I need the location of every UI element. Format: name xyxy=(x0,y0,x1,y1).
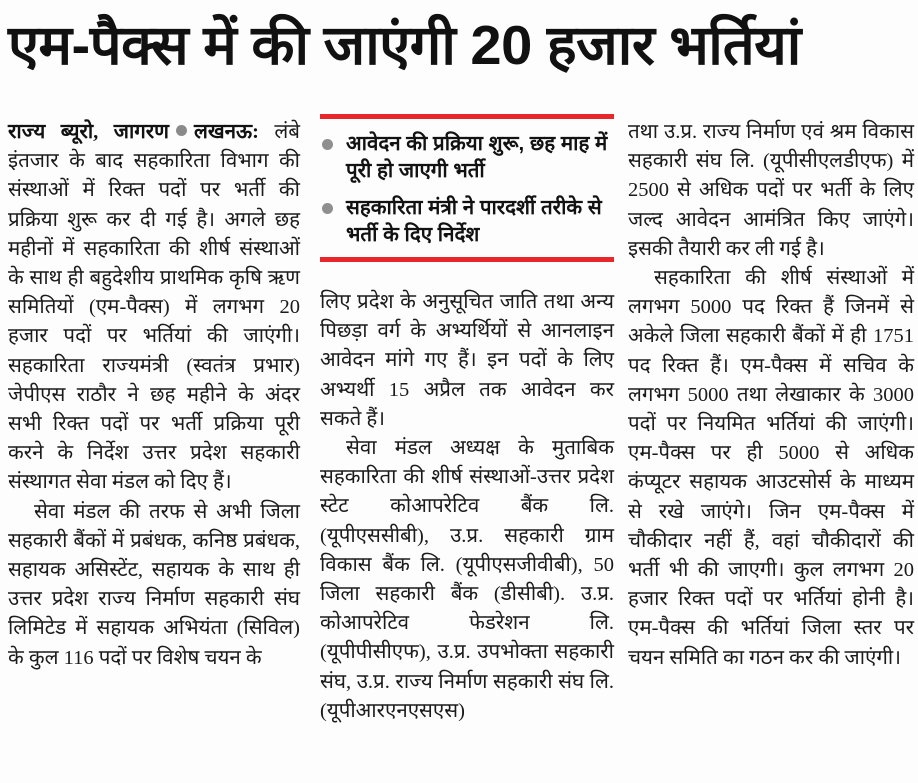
teaser-rule-bottom xyxy=(320,257,614,262)
bullet-separator-icon xyxy=(176,125,187,136)
teaser-bullet-text-1: आवेदन की प्रक्रिया शुरू, छह माह में पूरी हो जाएगी भर्ती xyxy=(346,132,608,182)
teaser-box xyxy=(320,114,614,262)
teaser-bullet-text-2: सहकारिता मंत्री ने पारदर्शी तरीके से भर्ती के दिए निर्देश xyxy=(346,196,602,246)
article-column-3 xyxy=(628,118,914,778)
bullet-point-icon xyxy=(322,203,333,214)
column2-paragraph-1: लिए प्रदेश के अनुसूचित जाति तथा अन्य पिछड़ा वर्ग के अभ्यर्थियों से आनलाइन आवेदन मांगे गए हैं। इन पदों के लिए अभ्यर्थी 15 अप्रैल तक आवेदन कर सकते हैं। xyxy=(320,291,614,430)
byline-dateline: लखनऊ: xyxy=(194,121,259,143)
teaser-bullet-item-2 xyxy=(320,194,614,248)
teaser-bullet-list xyxy=(320,130,614,248)
column1-paragraph-2: सेवा मंडल की तरफ से अभी जिला सहकारी बैंकों में प्रबंधक, कनिष्ठ प्रबंधक, सहायक असिस्टेंट, सहायक के साथ ही उत्तर प्रदेश राज्य निर्माण सहकारी संघ लिमिटेड में सहायक अभियंता (सिविल) के कुल 116 पदों पर विशेष चयन के xyxy=(8,500,300,669)
bullet-point-icon xyxy=(322,139,333,150)
column1-paragraph-1 xyxy=(8,118,300,498)
article-column-2 xyxy=(320,288,614,726)
column3-paragraph-1: तथा उ.प्र. राज्य निर्माण एवं श्रम विकास सहकारी संघ लि. (यूपीसीएलडीएफ) में 2500 से अधिक पदों पर भर्ती के लिए जल्द आवेदन आमंत्रित किए जाएंगे। इसकी तैयारी कर ली गई है। xyxy=(628,121,914,260)
column1-paragraph-1-text: लंबे इंतजार के बाद सहकारिता विभाग की संस्थाओं में रिक्त पदों पर भर्ती की प्रक्रिया शुरू कर दी गई है। अगले छह महीनों में सहकारिता की शीर्ष संस्थाओं के साथ ही बहुदेशीय प्राथमिक कृषि ऋण समितियों (एम-पैक्स) में लगभग 20 हजार पदों पर भर्तियां की जाएंगी। सहकारिता राज्यमंत्री (स्वतंत्र प्रभार) जेपीएस राठौर ने छह महीने के अंदर सभी रिक्त पदों पर भर्ती प्रक्रिया पूरी करने के निर्देश उत्तर प्रदेश सहकारी संस्थागत सेवा मंडल को दिए हैं। xyxy=(8,121,300,494)
teaser-bullet-item-1 xyxy=(320,130,614,184)
byline-source: राज्य ब्यूरो, जागरण xyxy=(8,121,169,143)
column3-paragraph-2: सहकारिता की शीर्ष संस्थाओं में लगभग 5000 पद रिक्त हैं जिनमें से अकेले जिला सहकारी बैंकों में ही 1751 पद रिक्त हैं। एम-पैक्स में सचिव के लगभग 5000 तथा लेखाकार के 3000 पदों पर नियमित भर्तियां की जाएंगी। एम-पैक्स पर ही 5000 से अधिक कंप्यूटर सहायक आउटसोर्स के माध्यम से रखे जाएंगे। जिन एम-पैक्स में चौकीदार नहीं हैं, वहां चौकीदारों की भर्ती भी की जाएगी। कुल लगभग 20 हजार रिक्त पदों पर भर्तियां होनी है। एम-पैक्स की भर्तियां जिला स्तर पर चयन समिति का गठन कर की जाएंगी। xyxy=(628,267,914,669)
article-column-1 xyxy=(8,118,300,778)
teaser-rule-top xyxy=(320,114,614,119)
page-headline: एम-पैक्स में की जाएंगी 20 हजार भर्तियां xyxy=(8,14,801,76)
column2-paragraph-2: सेवा मंडल अध्यक्ष के मुताबिक सहकारिता की शीर्ष संस्थाओं-उत्तर प्रदेश स्टेट कोआपरेटिव बैंक लि. (यूपीएससीबी), उ.प्र. सहकारी ग्राम विकास बैंक लि. (यूपीएसजीवीबी), 50 जिला सहकारी बैंक (डीसीबी). उ.प्र. कोआपरेटिव फेडरेशन लि. (यूपीपीसीएफ), उ.प्र. उपभोक्ता सहकारी संघ, उ.प्र. राज्य निर्माण सहकारी संघ लि. (यूपीआरएनएसएस) xyxy=(320,437,614,722)
